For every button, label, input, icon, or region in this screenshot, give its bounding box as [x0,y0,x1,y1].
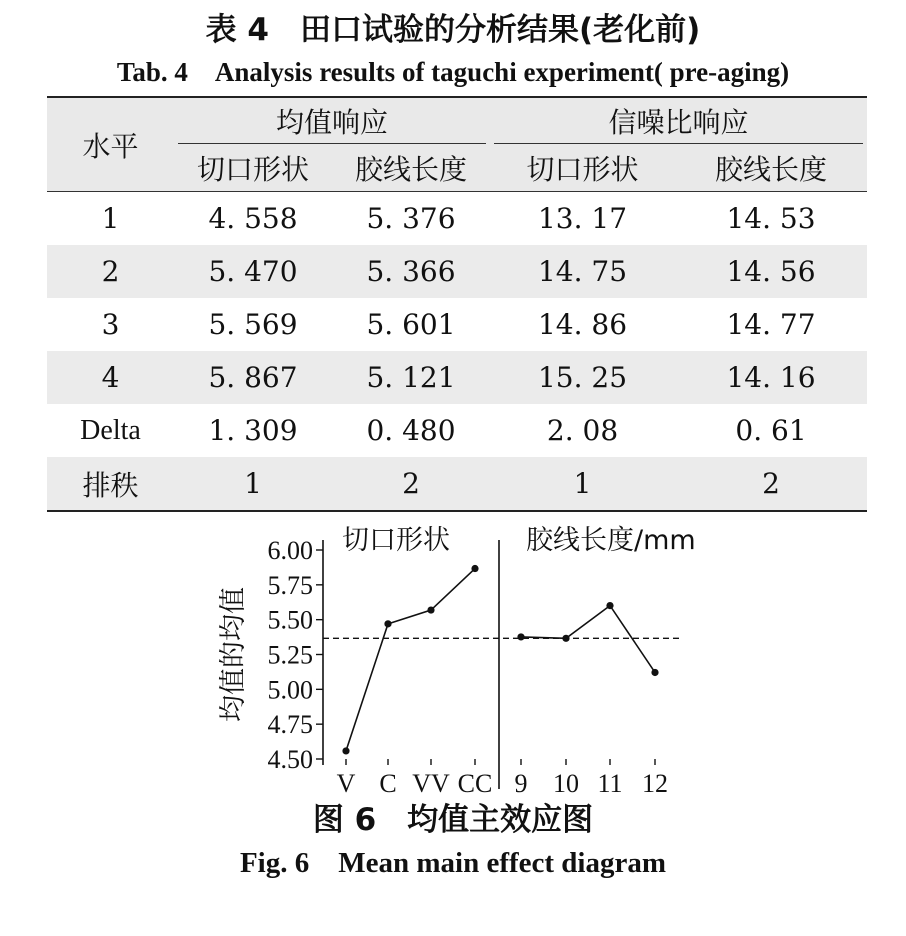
header-group-mean [174,97,490,144]
x-tick-label: VV [412,769,450,798]
cell-sn-cut: 14. 75 [490,245,675,298]
cell-mean-cut: 4. 558 [208,202,298,235]
data-point [651,669,658,676]
cell-mean-glue: 5. 601 [366,308,456,341]
cell-mean-glue: 5. 366 [332,245,490,298]
data-point [427,606,434,613]
cell-sn-glue: 0. 61 [735,414,807,447]
cell-level: 2 [47,245,174,298]
header-mean-cut: 切口形状 [174,144,332,192]
figure-caption-zh: 图 6 均值主效应图 [312,802,594,838]
cell-sn-glue: 14. 53 [726,202,816,235]
y-axis-label: 均值的均值 [218,587,249,722]
y-tick-label: 5.00 [267,675,313,705]
cell-level: 1 [101,202,120,235]
panel-label: 切口形状 [342,525,450,556]
cell-mean-cut: 1 [174,457,332,511]
table-header-row [47,97,867,144]
table-row [47,192,867,246]
data-point [606,602,613,609]
cell-mean-glue: 2 [332,457,490,511]
x-tick-label: 12 [642,769,668,798]
header-level: 水平 [47,97,174,192]
header-sn-cut: 切口形状 [490,144,675,192]
x-tick-label: 9 [514,769,528,798]
x-tick-label: 10 [553,769,579,798]
cell-sn-cut: 14. 86 [537,308,628,341]
cell-level: 排秩 [47,457,174,511]
y-tick-label: 4.50 [267,745,313,774]
cell-mean-cut: 5. 569 [208,308,298,341]
panel-label: 胶线长度/mm [526,525,696,556]
y-tick-label: 4.75 [267,710,313,740]
table-row [47,457,867,511]
data-point [384,620,391,627]
cell-sn-cut: 15. 25 [490,351,675,404]
cell-mean-cut: 1. 309 [208,414,298,447]
header-group-sn-label: 信噪比响应 [608,106,749,139]
header-sn-glue: 胶线长度 [675,144,867,192]
cell-mean-cut: 5. 470 [174,245,332,298]
x-tick-label: V [336,769,356,798]
table-title-en: Tab. 4 Analysis results of taguchi experiment( pre-aging) [116,57,790,87]
cell-mean-glue: 0. 480 [366,414,456,447]
cell-sn-glue: 14. 77 [726,308,816,341]
table-row [47,245,867,298]
x-tick-label: C [379,769,397,798]
header-group-mean-label: 均值响应 [276,106,389,139]
x-tick-label: CC [457,769,493,798]
y-tick-label: 6.00 [267,536,313,565]
cell-mean-glue: 5. 121 [332,351,490,404]
cell-sn-glue: 14. 56 [675,245,867,298]
cell-sn-glue: 2 [675,457,867,511]
cell-sn-glue: 14. 16 [675,351,867,404]
main-effect-chart [190,522,710,802]
cell-mean-cut: 5. 867 [174,351,332,404]
header-group-sn [490,97,867,144]
data-point [342,747,349,754]
cell-mean-glue: 5. 376 [366,202,456,235]
data-point [471,565,478,572]
cell-level: 4 [47,351,174,404]
x-tick-label: 11 [597,769,623,798]
y-tick-label: 5.50 [267,605,313,635]
table-title-zh: 表 4 田口试验的分析结果(老化前) [205,12,701,48]
cell-sn-cut: 13. 17 [537,202,628,235]
table-row [47,351,867,404]
figure-caption-en: Fig. 6 Mean main effect diagram [239,847,667,879]
data-point [562,635,569,642]
table-row [47,298,867,351]
table-row [47,404,867,457]
cell-sn-cut: 2. 08 [546,414,619,447]
series-line [346,569,475,751]
cell-sn-cut: 1 [490,457,675,511]
data-point [517,633,524,640]
cell-level: 3 [101,308,120,341]
chart-root [218,525,696,798]
results-table [47,96,867,512]
y-tick-label: 5.25 [267,640,313,670]
header-mean-glue: 胶线长度 [332,144,490,192]
cell-level: Delta [80,414,141,446]
y-tick-label: 5.75 [267,570,313,600]
